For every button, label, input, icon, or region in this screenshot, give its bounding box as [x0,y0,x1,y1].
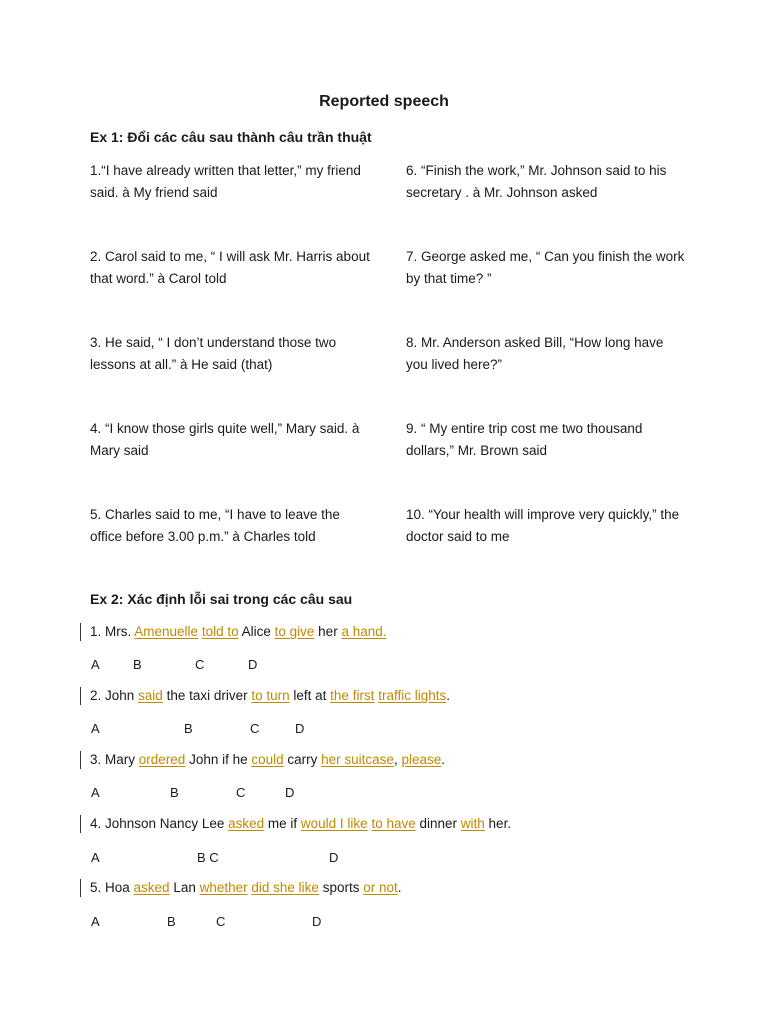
ex1-item-5: 5. Charles said to me, “I have to leave the office before 3.00 p.m.” à Charles told [90,507,340,544]
revision-bar [80,879,81,897]
underlined-option: please [401,752,442,767]
question-text: 2. John [90,688,139,703]
option-letter: D [248,657,258,672]
question-text: left at [289,688,331,703]
option-letter: D [285,785,295,800]
question-text: dinner [415,816,461,831]
ex2-question-5 [90,877,402,899]
ex1-item-7: 7. George asked me, “ Can you finish the work by that time? ” [406,249,685,286]
underlined-option: with [460,816,485,831]
option-letter: A [91,721,100,736]
question-text: 4. Johnson Nancy Lee [90,816,229,831]
underlined-option: or not [363,880,398,895]
page-title: Reported speech [319,93,449,110]
option-letter: A [91,657,100,672]
ex1-item-1: 1.“I have already written that letter,” my friend said. à My friend said [90,163,361,200]
question-text: 5. Hoa [90,880,134,895]
revision-bar [80,623,81,641]
underlined-option: asked [133,880,170,895]
question-text: me if [264,816,301,831]
option-letter: C [236,785,246,800]
ex1-item-3: 3. He said, “ I don’t understand those two lessons at all.” à He said (that) [90,335,337,372]
option-letter: D [312,914,322,929]
underlined-option: to turn [251,688,290,703]
option-letter: A [91,785,100,800]
question-text: the taxi driver [162,688,252,703]
underlined-option: said [138,688,163,703]
underlined-option: her suitcase [321,752,394,767]
option-letter: B [133,657,142,672]
ex2-question-4 [90,813,511,835]
underlined-option: could [251,752,284,767]
underlined-option: to have [371,816,416,831]
underlined-option: Amenuelle [134,624,199,639]
ex1-item-10: 10. “Your health will improve very quickly,” the doctor said to me [406,507,680,544]
option-letter: B C [197,850,219,865]
underlined-option: asked [228,816,265,831]
ex2-question-3 [90,749,445,771]
ex2-question-2 [90,685,450,707]
underlined-option: would I like [300,816,368,831]
underlined-option: told to [201,624,239,639]
underlined-option: a hand. [341,624,387,639]
ex2-question-1 [90,621,386,643]
question-text: 3. Mary [90,752,139,767]
question-text: . [441,752,446,767]
option-letter: C [216,914,226,929]
question-text: Lan [169,880,200,895]
ex1-item-6: 6. “Finish the work,” Mr. Johnson said to his secretary . à Mr. Johnson asked [406,163,667,200]
option-letter: A [91,850,100,865]
question-text: . [446,688,450,703]
answer-letters-1 [0,657,768,677]
ex1-item-4: 4. “I know those girls quite well,” Mary said. à Mary said [90,421,360,458]
question-text: carry [283,752,322,767]
option-letter: C [250,721,260,736]
answer-letters-5 [0,914,768,934]
revision-bar [80,815,81,833]
question-text: John if he [185,752,252,767]
answer-letters-4 [0,850,768,870]
option-letter: A [91,914,100,929]
question-text: her [314,624,342,639]
option-letter: D [329,850,339,865]
underlined-option: traffic lights [378,688,447,703]
ex1-item-2: 2. Carol said to me, “ I will ask Mr. Harris about that word.” à Carol told [90,249,370,286]
underlined-option: ordered [138,752,186,767]
option-letter: B [167,914,176,929]
underlined-option: to give [274,624,315,639]
revision-bar [80,751,81,769]
question-text: sports [318,880,364,895]
answer-letters-2 [0,721,768,741]
option-letter: B [170,785,179,800]
ex1-item-8: 8. Mr. Anderson asked Bill, “How long have you lived here?” [406,335,664,372]
ex2-heading: Ex 2: Xác định lỗi sai trong các câu sau [90,591,353,607]
question-text: 1. Mrs. [90,624,135,639]
question-text: . [397,880,402,895]
option-letter: D [295,721,305,736]
ex1-item-9: 9. “ My entire trip cost me two thousand dollars,” Mr. Brown said [406,421,643,458]
option-letter: B [184,721,193,736]
question-text: , [393,752,402,767]
answer-letters-3 [0,785,768,805]
ex1-heading: Ex 1: Đổi các câu sau thành câu trần thuật [90,129,372,145]
underlined-option: whether [199,880,248,895]
question-text: her. [484,816,512,831]
revision-bar [80,687,81,705]
underlined-option: the first [330,688,375,703]
option-letter: C [195,657,205,672]
question-text: Alice [238,624,275,639]
underlined-option: did she like [251,880,319,895]
